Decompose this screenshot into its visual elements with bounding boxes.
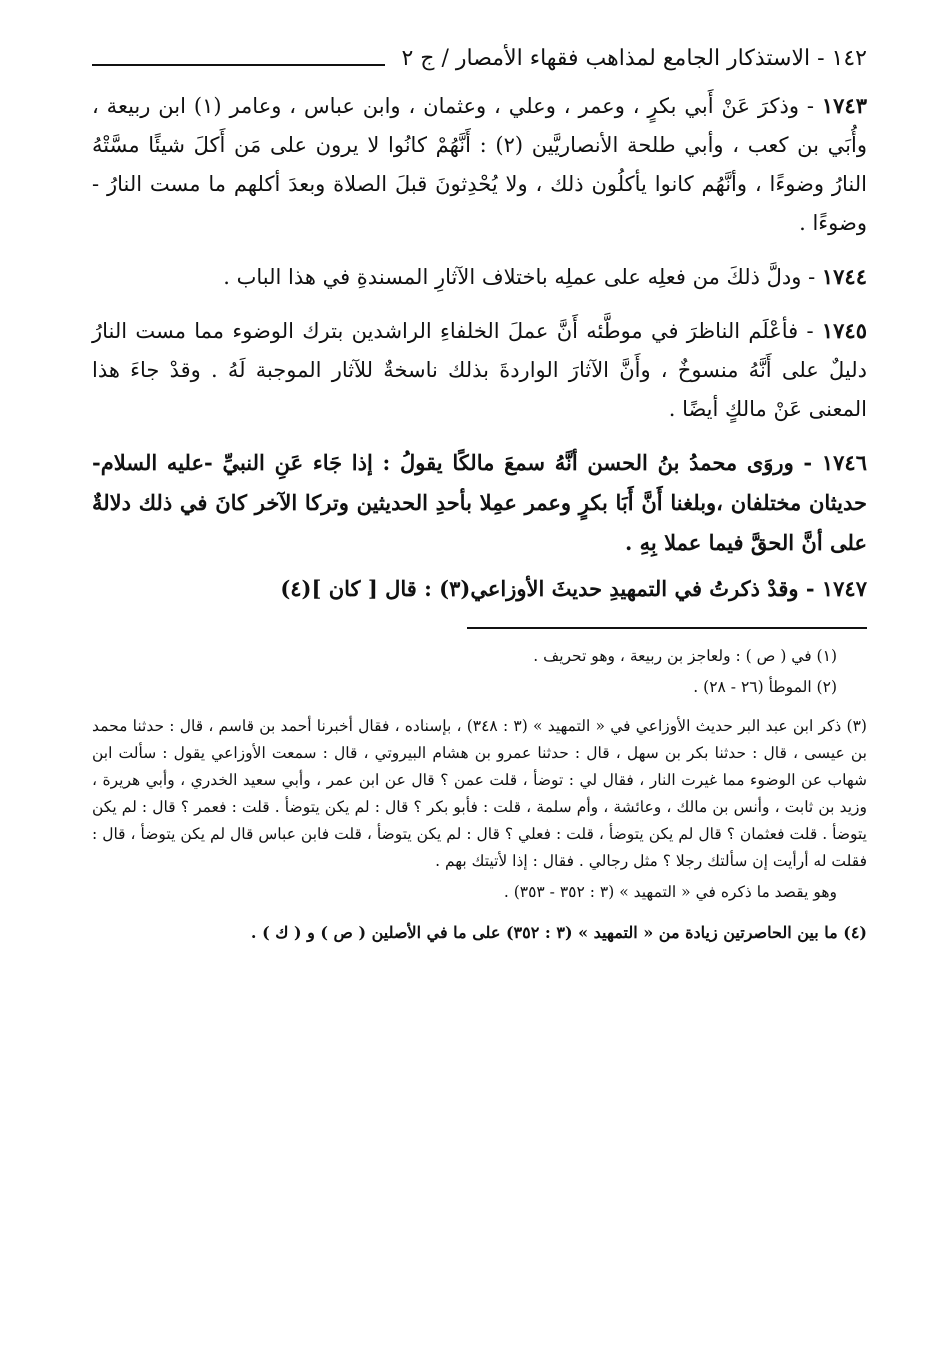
footnote-3: (٣) ذكر ابن عبد البر حديث الأوزاعي في « التمهيد » (٣ : ٣٤٨) ، بإسناده ، فقال أخبرنا أحمد بن قاسم ، قال : حدثنا محمد بن عيسى ، قال : حدثنا بكر بن سهل ، قال : حدثنا عمرو بن هشام البيروتي ، قال : سمعت الأوزاعي يقول : سألت ابن شهاب عن الوضوء مما غيرت النار ، فقال لي : توضأ ، قلت عمن ؟ قال عن ابن عمر ، وأبي سعيد الخدري ، وأبي هريرة ، وزيد بن ثابت ، وأنس بن مالك ، وعائشة ، وأم سلمة ، قلت : فأبو بكر ؟ قال : لم يكن يتوضأ . قلت : فعمر ؟ قال : لم يكن يتوضأ . قلت فعثمان ؟ قال لم يكن يتوضأ ، قلت : فعلي ؟ قال : لم يكن يتوضأ ، قلت فابن عباس قال لم يكن يتوضأ ، قال : فقلت له أرأيت إن سألتك رجلا ؟ مثل رجالي . فقال : إذا لأتيتك بهم .: [92, 717, 867, 870]
paragraph-1745: [92, 311, 867, 429]
footnote-divider: [467, 627, 867, 629]
running-header: [92, 32, 867, 72]
paragraph-1747: [92, 569, 867, 609]
paragraph-number: ١٧٤٤: [821, 264, 867, 289]
paragraph-number: ١٧٤٧: [821, 576, 867, 601]
paragraph-1743: [92, 86, 867, 243]
paragraph-text: - فأعْلَم الناظرَ في موطَّئه أَنَّ عملَ الخلفاءِ الراشدين بترك الوضوء مما مست النارُ دليلٌ على أَنَّهُ منسوخٌ ، وأَنَّ الآثارَ الواردةَ بذلك ناسخةٌ للآثار الموجبة لَهُ . وقدْ جاءَ هذا المعنى عَنْ مالكٍ أيضًا .: [92, 319, 867, 421]
footnote-2: (٢) الموطأ (٢٦ - ٢٨) .: [693, 678, 837, 696]
header-rule: [92, 64, 385, 66]
footnote-4: (٤) ما بين الحاصرتين زيادة من « التمهيد » (٣ : ٣٥٢) على ما في الأصلين ( ص ) و ( ك ) .: [250, 923, 867, 942]
paragraph-1746: [92, 443, 867, 563]
header-title: ١٤٢ - الاستذكار الجامع لمذاهب فقهاء الأمصار / ج ٢: [401, 46, 867, 71]
paragraph-text: - وقدْ ذكرتُ في التمهيدِ حديثَ الأوزاعي(٣) : قال [ كان ](٤): [280, 576, 822, 601]
paragraph-number: ١٧٤٦: [821, 450, 867, 475]
paragraph-1744: [92, 257, 867, 297]
paragraph-number: ١٧٤٣: [821, 93, 867, 118]
footnote-1: (١) في ( ص ) : ولعاجز بن ربيعة ، وهو تحريف .: [533, 647, 837, 665]
book-page: [92, 32, 867, 952]
paragraph-text: - وروَى محمدُ بنُ الحسن أنَّهُ سمعَ مالكًا يقولُ : إذا جَاء عَنِ النبيِّ -عليه السلام- حديثان مختلفان ،وبلغنا أَنَّ أَبَا بكرٍ وعمر عمِلا بأحدِ الحديثين وتركا الآخر كانَ في ذلك دلالةٌ على أنَّ الحقَّ فيما عملا بِهِ .: [92, 450, 867, 555]
footnote-3-note: وهو يقصد ما ذكره في « التمهيد » (٣ : ٣٥٢ - ٣٥٣) .: [503, 883, 837, 901]
main-text: [92, 86, 867, 609]
footnotes: [92, 643, 867, 948]
paragraph-number: ١٧٤٥: [821, 318, 867, 343]
paragraph-text: - وذكرَ عَنْ أَبي بكرٍ ، وعمر ، وعلي ، وعثمان ، وابن عباس ، وعامر (١) ابن ربيعة ، وأُبَي بن كعب ، وأبي طلحة الأنصاريَّين (٢) : أَنَّهُمْ كانُوا لا يرون على مَن أَكلَ شيئًا مسَّتْهُ النارُ وضوءًا ، وأنَّهُم كانوا يأكلُون ذلك ، ولا يُحْدِثونَ قبلَ الصلاة وبعدَ أكلهم ما مست النارُ - وضوءًا .: [92, 94, 868, 235]
paragraph-text: - ودلَّ ذلكَ من فعلِه على عملِه باختلاف الآثارِ المسندةِ في هذا الباب .: [223, 265, 822, 289]
